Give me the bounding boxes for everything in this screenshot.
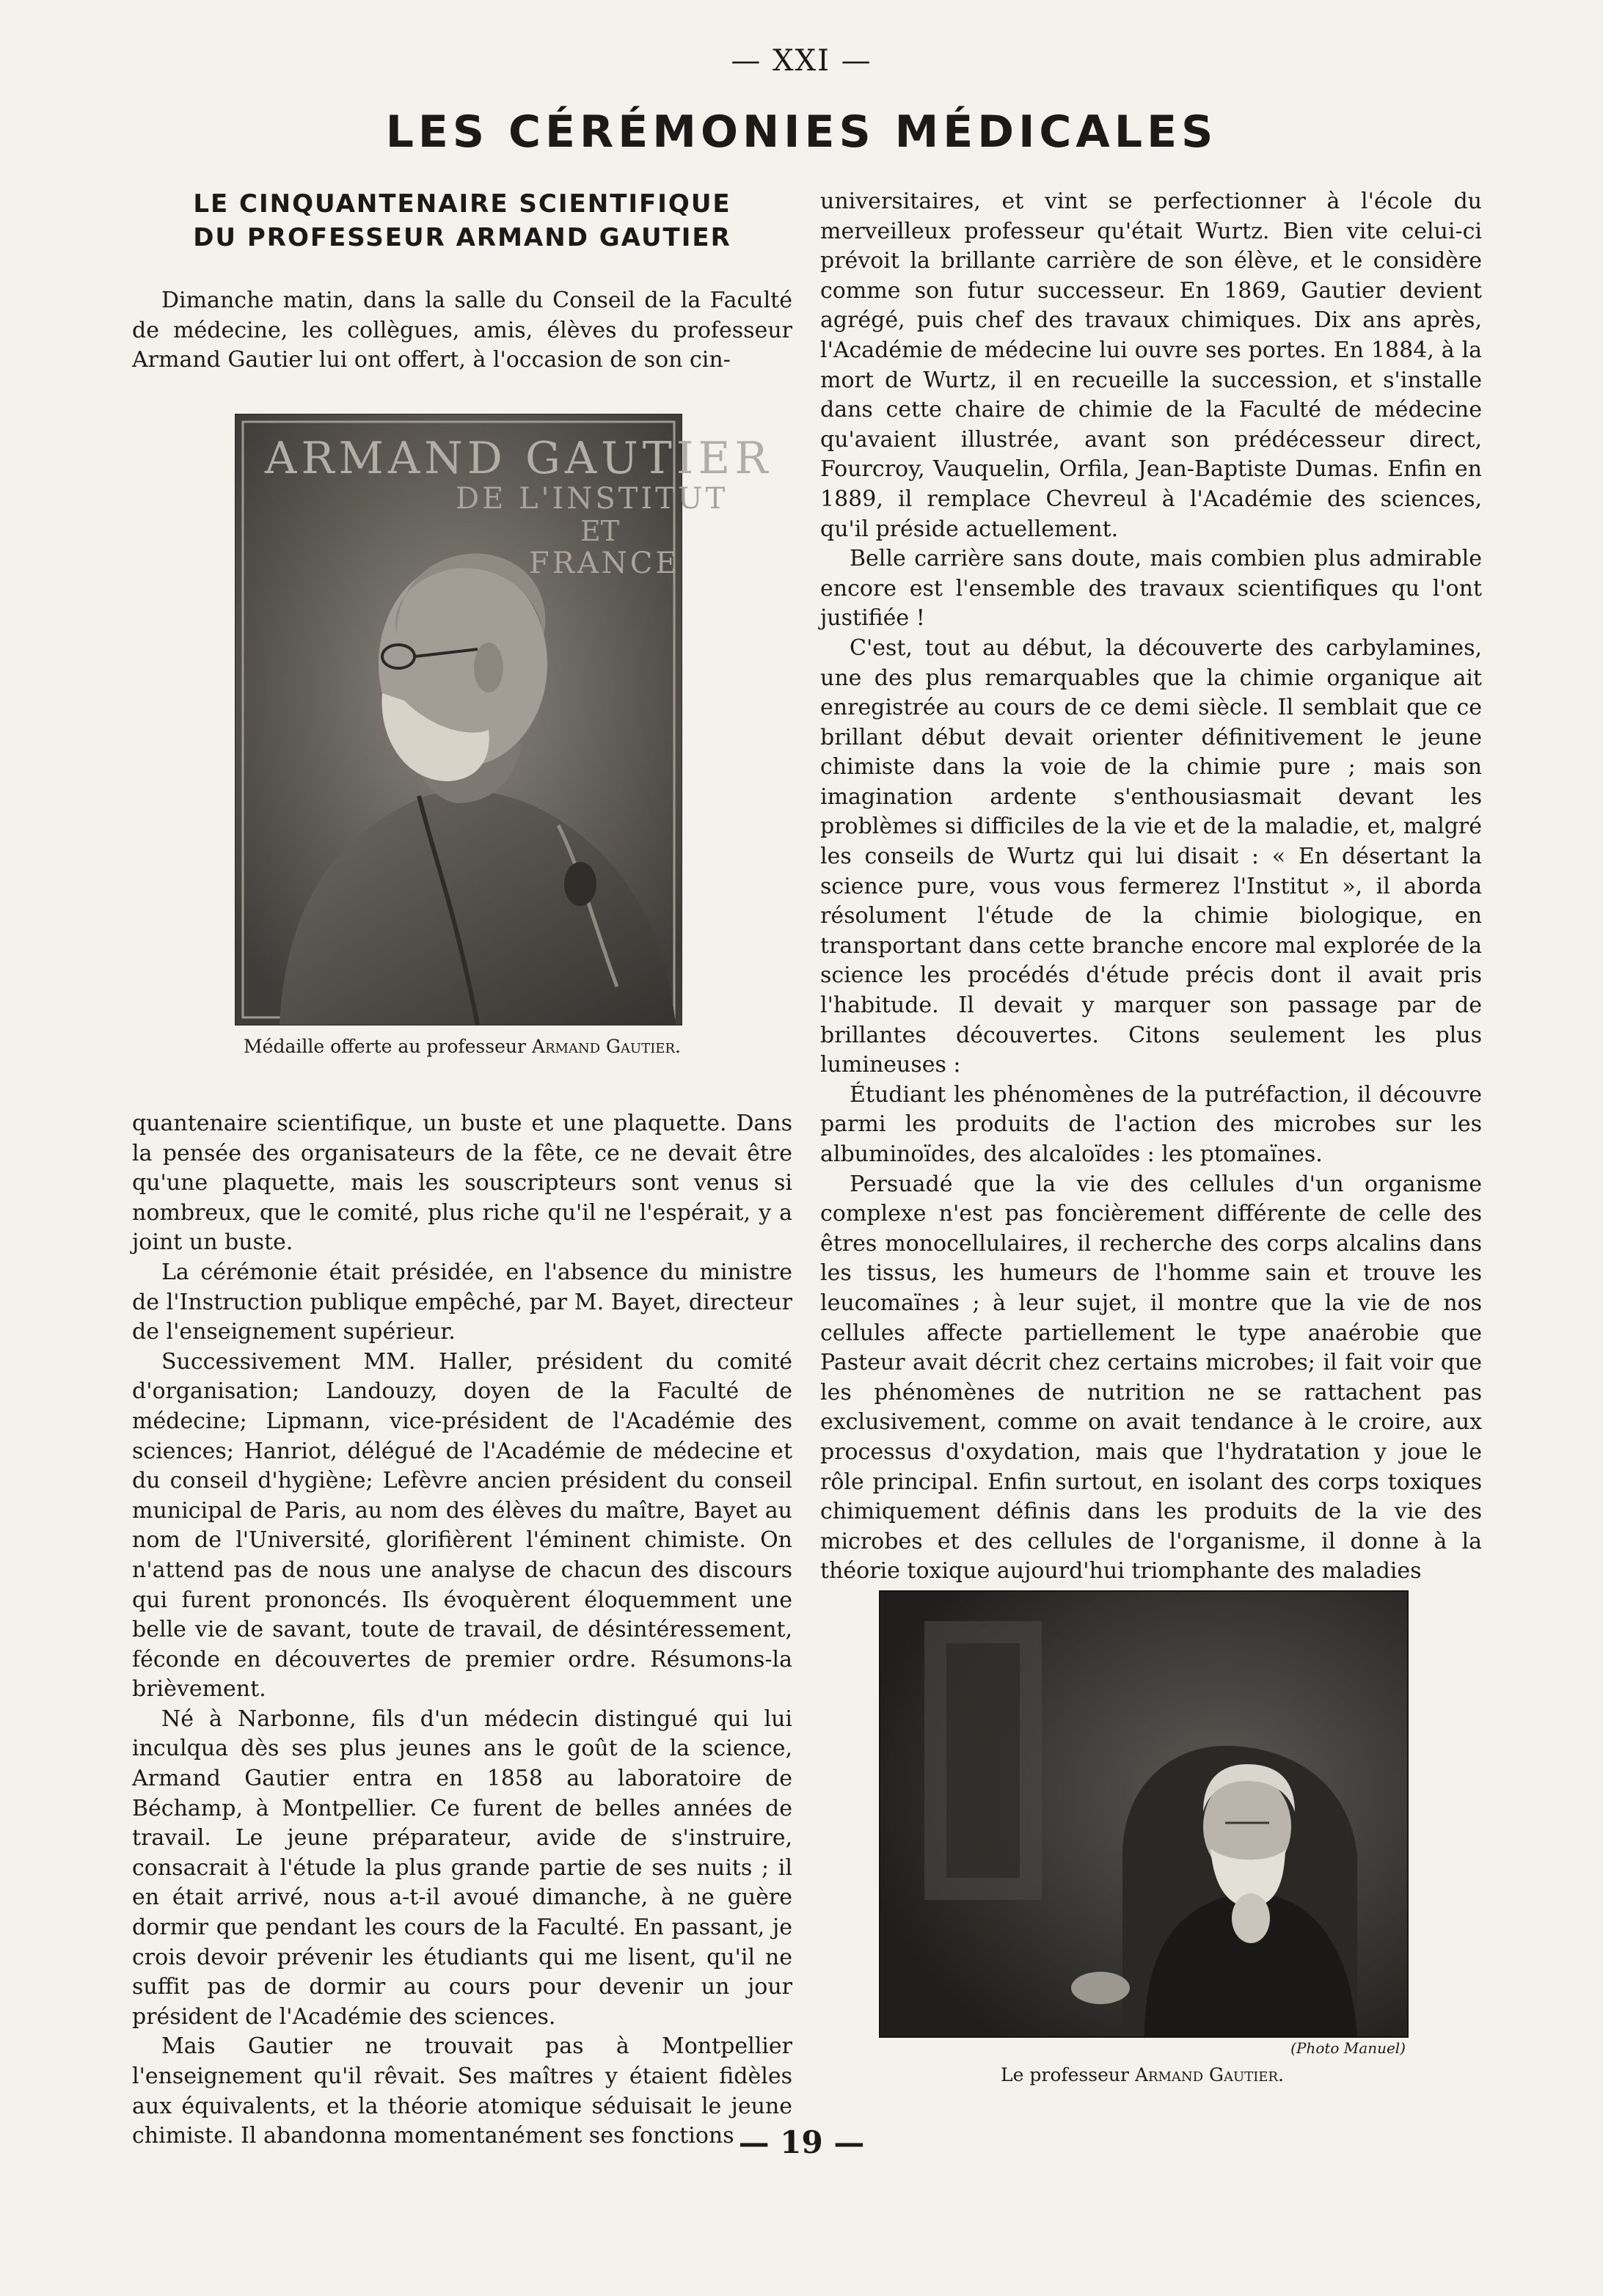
subheading-line-2: DU PROFESSEUR ARMAND GAUTIER xyxy=(193,223,731,252)
page-number-bottom: — 19 — xyxy=(738,2124,865,2160)
left-column-intro xyxy=(132,286,792,376)
photo-caption-name: Armand Gautier. xyxy=(1134,2064,1284,2085)
intro-paragraph: Dimanche matin, dans la salle du Conseil de la Faculté de médecine, les collègues, amis, élèves du professeur Armand Gautier lui ont offert, à l'occasion de son cin- xyxy=(132,288,792,373)
left-column-body xyxy=(132,1109,792,2151)
paragraph: Successivement MM. Haller, président du comité d'organisation; Landouzy, doyen de la Faculté de médecine; Lipmann, vice-président de l'Académie des sciences; Hanriot, délégué de l'Académie de médecine et du conseil d'hygiène; Lefèvre ancien président du conseil municipal de Paris, au nom des élèves du maître, Bayet au nom de l'Université, glorifièrent l'éminent chimiste. On n'attend pas de nous une analyse de chacun des discours qui furent prononcés. Ils évoquèrent éloquemment une belle vie de savant, toute de travail, de désintéressement, féconde en découvertes de premier ordre. Résumons-la brièvement. xyxy=(132,1348,792,1703)
portrait-photo-illustration xyxy=(880,1592,1407,2036)
subheading-line-1: LE CINQUANTENAIRE SCIENTIFIQUE xyxy=(193,189,731,219)
medal-inscription-1: ARMAND GAUTIER xyxy=(265,433,773,484)
page-number-top: — XXI — xyxy=(731,44,872,78)
right-column-body xyxy=(820,187,1482,1587)
paragraph: Belle carrière sans doute, mais combien plus admirable encore est l'ensemble des travaux scientifiques qu l'ont justifiée ! xyxy=(820,546,1482,632)
paragraph: quantenaire scientifique, un buste et une plaquette. Dans la pensée des organisateurs de la fête, ce ne devait être qu'une plaquette, mais les souscripteurs sont venus si nombreux, que le comité, plus riche qu'il ne l'espérait, y a joint un buste. xyxy=(132,1111,792,1256)
paragraph: La cérémonie était présidée, en l'absence du ministre de l'Instruction publique empêché, par M. Bayet, directeur de l'enseignement supérieur. xyxy=(132,1259,792,1345)
paragraph: Étudiant les phénomènes de la putréfaction, il découvre parmi les produits de l'action des microbes sur les albuminoïdes, des alcaloïdes : les ptomaïnes. xyxy=(820,1081,1482,1167)
medal-caption-prefix: Médaille offerte au professeur xyxy=(244,1036,526,1057)
medal-inscription-4: FRANCE xyxy=(529,546,680,580)
medal-caption-name: Armand Gautier. xyxy=(531,1036,681,1057)
page-title: LES CÉRÉMONIES MÉDICALES xyxy=(385,106,1218,158)
photo-caption-prefix: Le professeur xyxy=(1001,2064,1129,2085)
paragraph: Né à Narbonne, fils d'un médecin distingué qui lui inculqua dès ses plus jeunes ans le goût de la science, Armand Gautier entra en 1858 au laboratoire de Béchamp, à Montpellier. Ce furent de belles années de travail. Le jeune préparateur, avide de s'instruire, consacrait à l'étude la plus grande partie de ses nuits ; il en était arrivé, nous a-t-il avoué dimanche, à ne guère dormir que pendant les cours de la Faculté. En passant, je crois devoir prévenir les étudiants qui me lisent, qu'il ne suffit pas de dormir au cours pour devenir un jour président de l'Académie des sciences. xyxy=(132,1705,792,2030)
article-subheading xyxy=(132,187,792,255)
paragraph: C'est, tout au début, la découverte des carbylamines, une des plus remarquables que la chimie organique ait enregistrée au cours de ce demi siècle. Il semblait que ce brillant début devait orienter définitivement le jeune chimiste dans la voie de la chimie pure ; mais son imagination ardente s'enthousiasmait devant les problèmes si difficiles de la vie et de la maladie, et, malgré les conseils de Wurtz qui lui disait : « En désertant la science pure, vous vous fermerez l'Institut », il aborda résolument l'étude de la chimie biologique, en transportant dans cette branche encore mal explorée de la science les procédés d'étude précis dont il avait pris l'habitude. Il devait y marquer son passage par de brillantes découvertes. Citons seulement les plus lumineuses : xyxy=(820,635,1482,1078)
medal-inscription-3: ET xyxy=(580,515,620,547)
paragraph: Persuadé que la vie des cellules d'un organisme complexe n'est pas foncièrement différente de celle des êtres monocellulaires, il recherche des corps alcalins dans les tissus, les humeurs de l'homme sain et trouve les leucomaïnes ; à leur sujet, il montre que la vie de nos cellules affecte partiellement le type anaérobie que Pasteur avait décrit chez certains microbes; il fait voir que les phénomènes de nutrition ne se rattachent pas exclusivement, comme on avait tendance à le croire, aux processus d'oxydation, mais que l'hydratation y joue le rôle principal. Enfin surtout, en isolant des corps toxiques chimiquement définis dans les produits de la vie des microbes et des cellules de l'organisme, il donne à la théorie toxique aujourd'hui triomphante des maladies xyxy=(820,1171,1482,1584)
medal-inscription-2: DE L'INSTITUT xyxy=(456,482,729,516)
paragraph: Mais Gautier ne trouvait pas à Montpellier l'enseignement qu'il rêvait. Ses maîtres y étaient fidèles aux équivalents, et la théorie atomique séduisait le jeune chimiste. Il abandonna momentanément ses fonctions xyxy=(132,2033,792,2149)
medal-portrait-illustration xyxy=(235,414,773,1025)
photo-credit: (Photo Manuel) xyxy=(1290,2039,1406,2057)
photo-caption xyxy=(879,2064,1406,2085)
portrait-photo xyxy=(879,1590,1409,2038)
medal-caption xyxy=(132,1036,792,1057)
medal-image xyxy=(235,414,773,1025)
paragraph: universitaires, et vint se perfectionner à l'école du merveilleux professeur qu'était Wurtz. Bien vite celui-ci prévoit la brillante carrière de son élève, et le considère comme son futur successeur. En 1869, Gautier devient agrégé, puis chef des travaux chimiques. Dix ans après, l'Académie de médecine lui ouvre ses portes. En 1884, à la mort de Wurtz, il en recueille la succession, et s'installe dans cette chaire de chimie de la Faculté de médecine qu'avaient illustrée, avant son prédécesseur direct, Fourcroy, Vauquelin, Orfila, Jean-Baptiste Dumas. Enfin en 1889, il remplace Chevreul à l'Académie des sciences, qu'il préside actuellement. xyxy=(820,189,1482,542)
